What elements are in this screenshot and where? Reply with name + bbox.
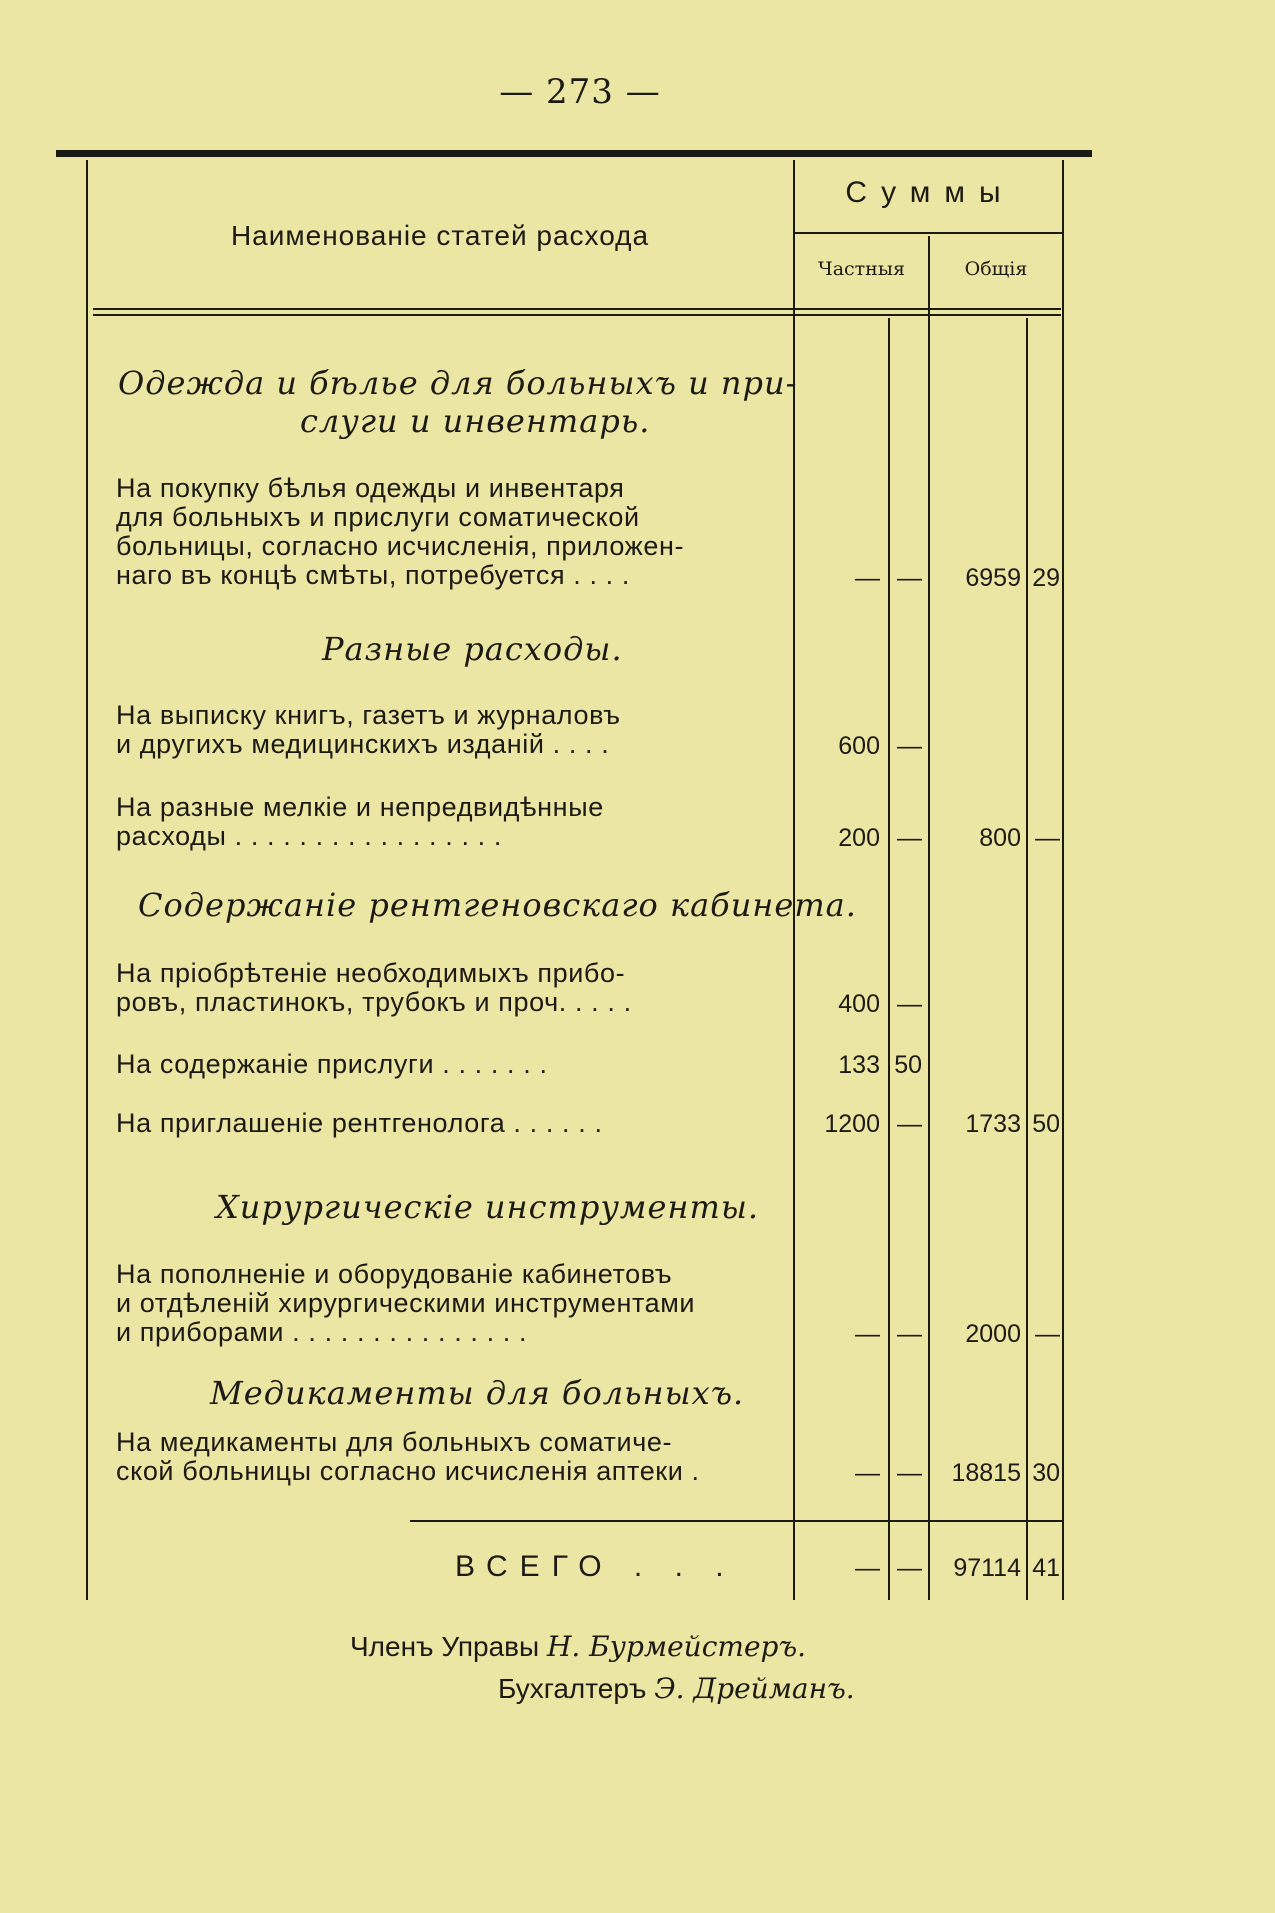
grand-total-label: ВСЕГО . . . (455, 1550, 736, 1583)
table-row: На медикаменты для больныхъ соматиче- ской больницы согласно исчисленія аптеки . (116, 1428, 700, 1486)
header-bottom-rule-2 (93, 314, 1061, 316)
private-kopecks: — (897, 732, 922, 760)
private-rubles: 200 (838, 824, 880, 852)
grand-total-private-kopecks: — (897, 1554, 922, 1582)
top-rule (56, 150, 1092, 157)
total-rubles: 18815 (951, 1459, 1021, 1487)
grand-total-rubles: 97114 (953, 1554, 1021, 1582)
private-kopecks: — (897, 1320, 922, 1348)
table-row: На покупку бѣлья одежды и инвентаря для больныхъ и прислуги соматической больницы, согласно исчисленія, приложен- наго въ концѣ смѣты, потребуется . . . . (116, 474, 685, 590)
total-kopecks: — (1035, 824, 1060, 852)
table-row: На приглашеніе рентгенолога . . . . . . (116, 1109, 603, 1138)
header-bottom-rule-1 (93, 308, 1061, 310)
total-kopecks: 30 (1032, 1459, 1060, 1487)
col-divider-total-kop (1026, 318, 1028, 1600)
grand-total-private-rubles: — (855, 1554, 880, 1582)
private-rubles: 133 (838, 1051, 880, 1079)
private-kopecks: 50 (894, 1051, 922, 1079)
col-divider-total (928, 236, 930, 1600)
private-rubles: 1200 (824, 1110, 880, 1138)
header-total: Общія (964, 258, 1028, 280)
header-private: Частныя (818, 258, 905, 280)
table-row: На разные мелкіе и непредвидѣнные расходы . . . . . . . . . . . . . . . . . (116, 793, 604, 851)
total-rubles: 1733 (965, 1110, 1021, 1138)
private-rubles: — (855, 564, 880, 592)
signature-board-member: Членъ Управы Н. Бурмейстеръ. (350, 1630, 807, 1663)
col-divider-private-kop (888, 318, 890, 1600)
header-sums-rule (793, 232, 1063, 234)
private-kopecks: — (897, 824, 922, 852)
table-left-border (86, 160, 88, 1600)
section-title: Содержаніе рентгеновскаго кабинета. (138, 886, 857, 924)
section-title: Медикаменты для больныхъ. (210, 1374, 745, 1412)
signature-accountant: Бухгалтеръ Э. Дрейманъ. (498, 1672, 855, 1705)
private-kopecks: — (897, 990, 922, 1018)
total-rubles: 6959 (965, 564, 1021, 592)
total-kopecks: 50 (1032, 1110, 1060, 1138)
section-title: Одежда и бѣлье для больныхъ и при- (118, 364, 798, 402)
private-kopecks: — (897, 1110, 922, 1138)
private-kopecks: — (897, 1459, 922, 1487)
table-row: На пополненіе и оборудованіе кабинетовъ и отдѣленій хирургическими инструментами и приборами . . . . . . . . . . . . . . . (116, 1260, 696, 1347)
table-row: На содержаніе прислуги . . . . . . . (116, 1050, 548, 1079)
total-kopecks: 29 (1032, 564, 1060, 592)
total-rule (410, 1520, 1062, 1522)
private-rubles: 600 (838, 732, 880, 760)
total-rubles: 2000 (965, 1320, 1021, 1348)
header-name-column: Наименованіе статей расхода (230, 220, 650, 251)
private-rubles: 400 (838, 990, 880, 1018)
private-rubles: — (855, 1459, 880, 1487)
grand-total-kopecks: 41 (1032, 1554, 1060, 1582)
private-kopecks: — (897, 564, 922, 592)
private-rubles: — (855, 1320, 880, 1348)
table-row: На выписку книгъ, газетъ и журналовъ и другихъ медицинскихъ изданій . . . . (116, 701, 621, 759)
total-rubles: 800 (979, 824, 1021, 852)
table-row: На пріобрѣтеніе необходимыхъ прибо- ровъ, пластинокъ, трубокъ и проч. . . . . (116, 959, 632, 1017)
table-right-border (1062, 160, 1064, 1600)
section-title: Хирургическіе инструменты. (216, 1188, 760, 1226)
total-kopecks: — (1035, 1320, 1060, 1348)
header-sums: Суммы (845, 176, 1015, 209)
section-title: Разные расходы. (322, 630, 623, 668)
page-number: — 273 — (499, 72, 661, 112)
section-title: слуги и инвентарь. (300, 402, 651, 440)
